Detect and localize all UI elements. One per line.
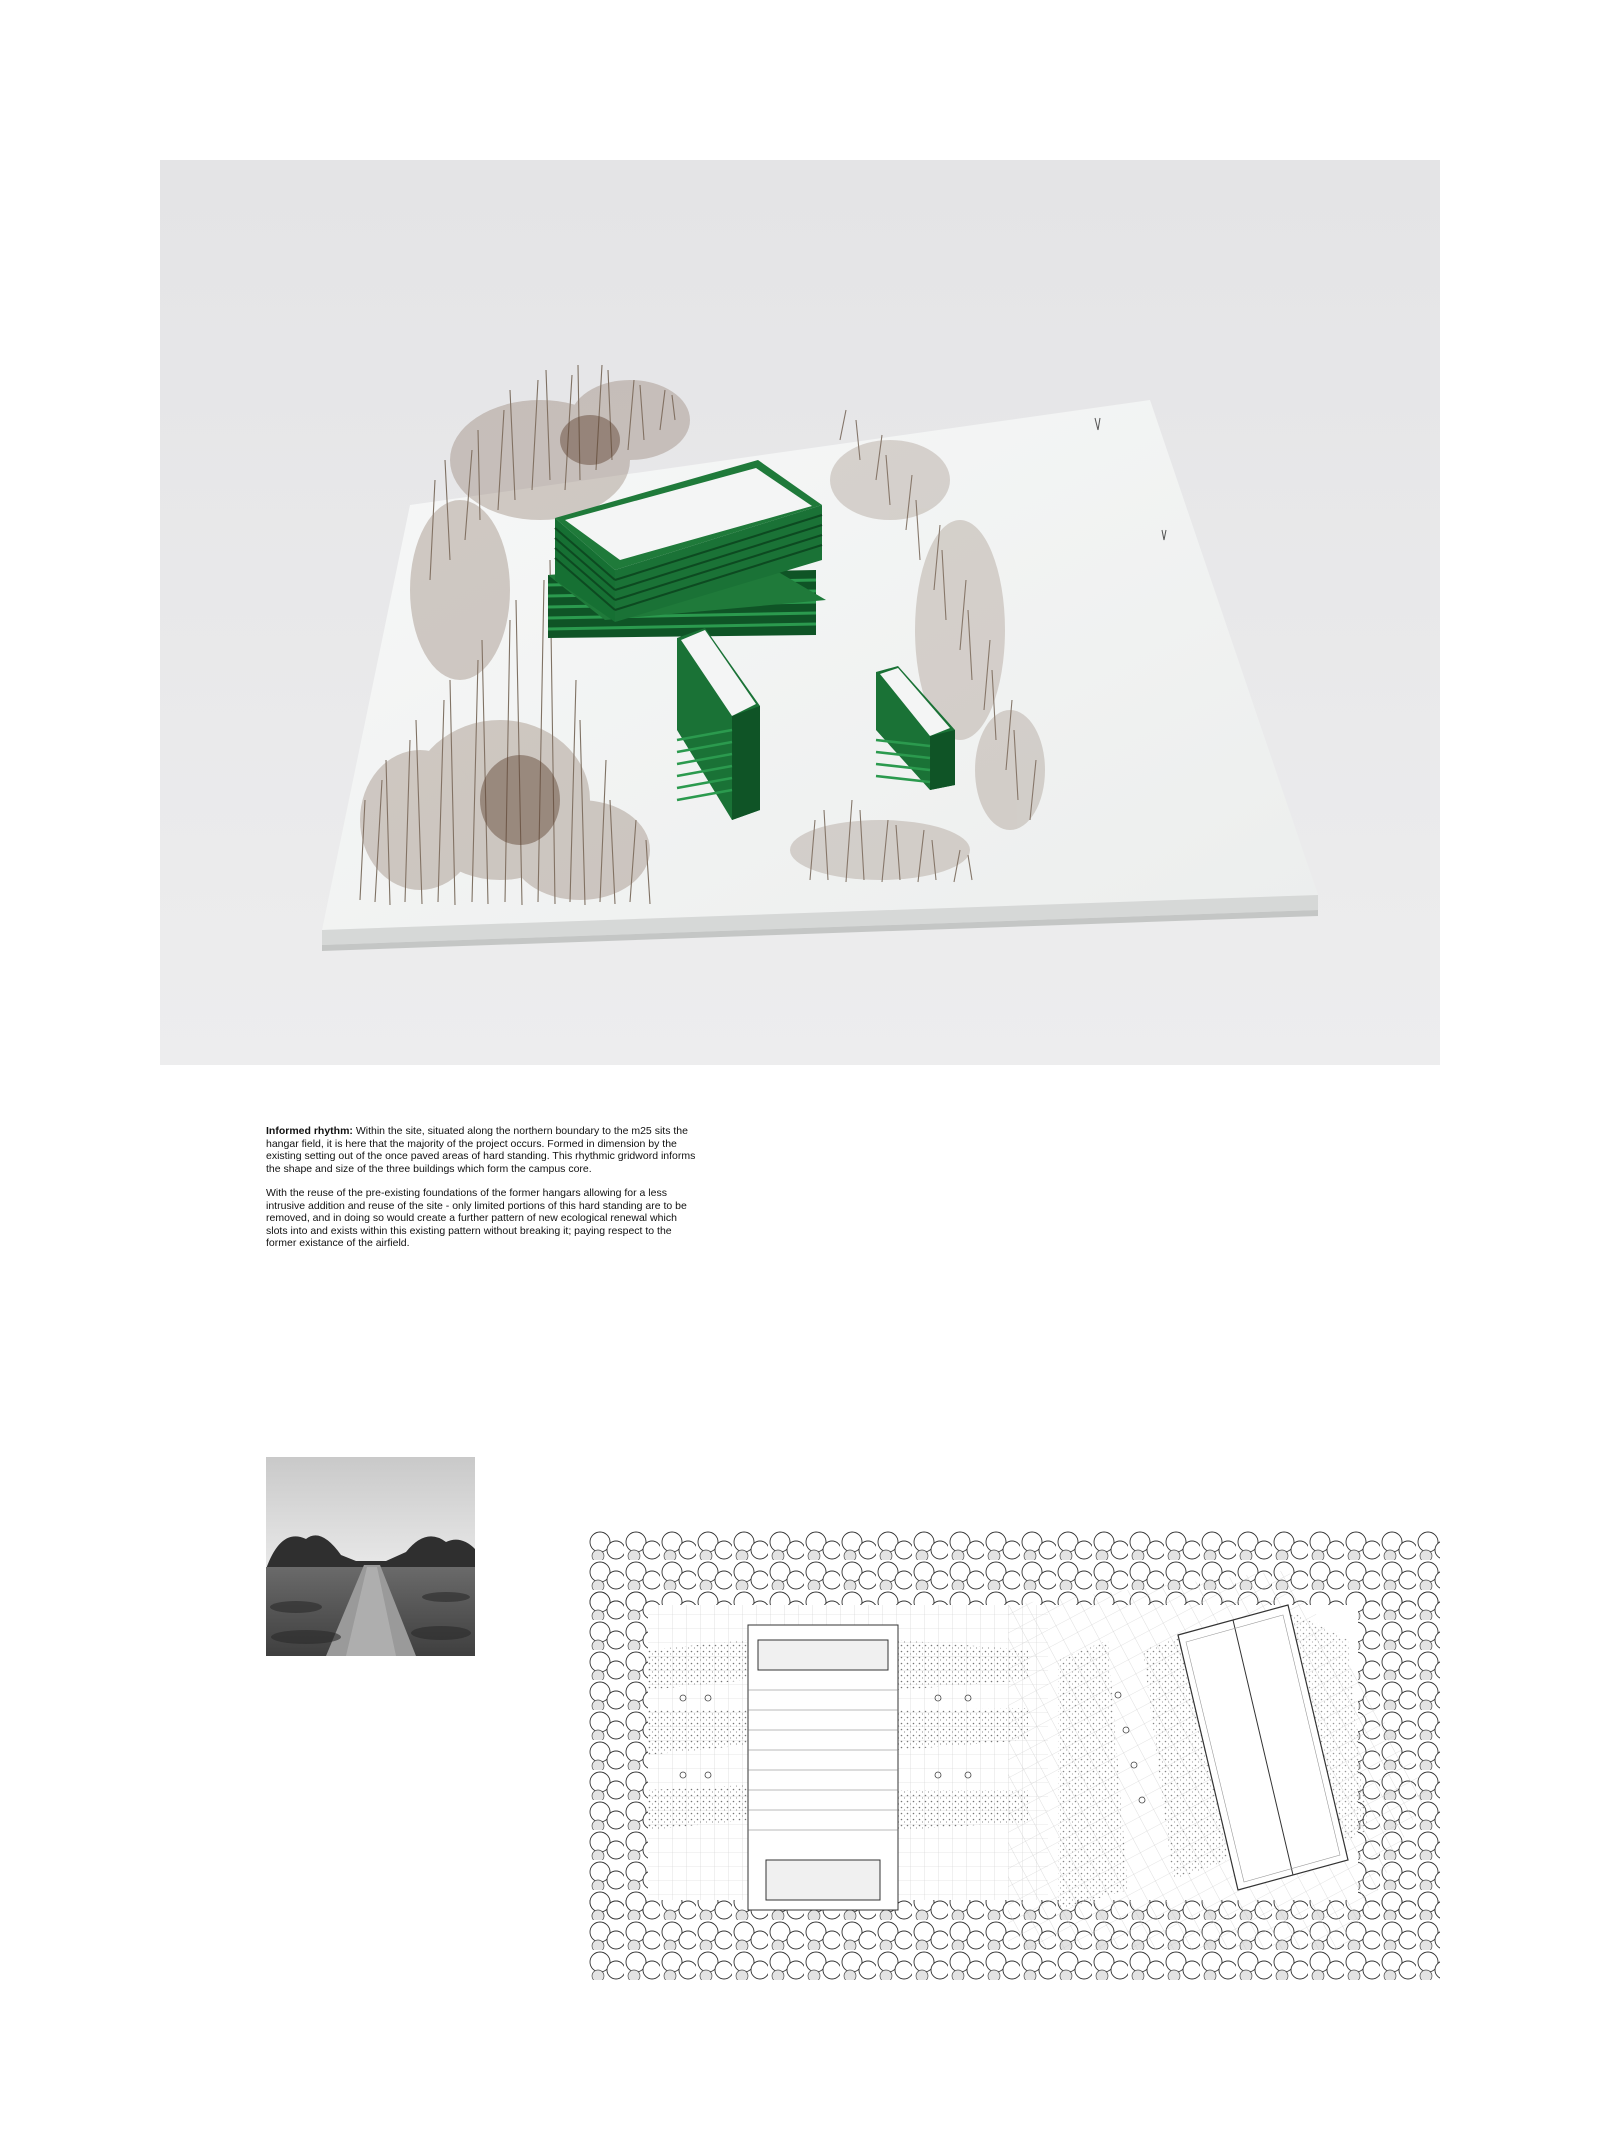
plan-building-central: [748, 1625, 898, 1910]
site-model-photo: [160, 160, 1440, 1065]
model-illustration: [160, 160, 1440, 1065]
site-photo-airfield: [266, 1457, 475, 1656]
tree-canopy-west: [588, 1590, 648, 1920]
paragraph-foundations-reuse: With the reuse of the pre-existing foundations of the former hangars allowing for a less intrusive addition and reuse of the site - only limited portions of this hard standing are to be removed, and in doing so would create a further pattern of new ecological renewal which slots into and exists within this existing pattern without breaking it; paying respect to the former existance of the airfield.: [266, 1187, 687, 1249]
project-description: [266, 1125, 696, 1262]
tree-canopy-north: [588, 1530, 1440, 1605]
site-plan-drawing: [588, 1530, 1440, 1980]
paragraph-lead: Informed rhythm:: [266, 1125, 353, 1137]
airfield-photo-illustration: [266, 1457, 475, 1656]
paragraph-informed-rhythm: [266, 1125, 696, 1175]
paragraph-body: Within the site, situated along the northern boundary to the m25 sits the hangar field, it is here that the majority of the project occurs. Formed in dimension by the existing setting out of the once paved areas of hard standing. This rhythmic gridword informs the shape and size of the three buildings which form the campus core.: [266, 1125, 696, 1175]
site-plan-illustration: [588, 1530, 1440, 1980]
